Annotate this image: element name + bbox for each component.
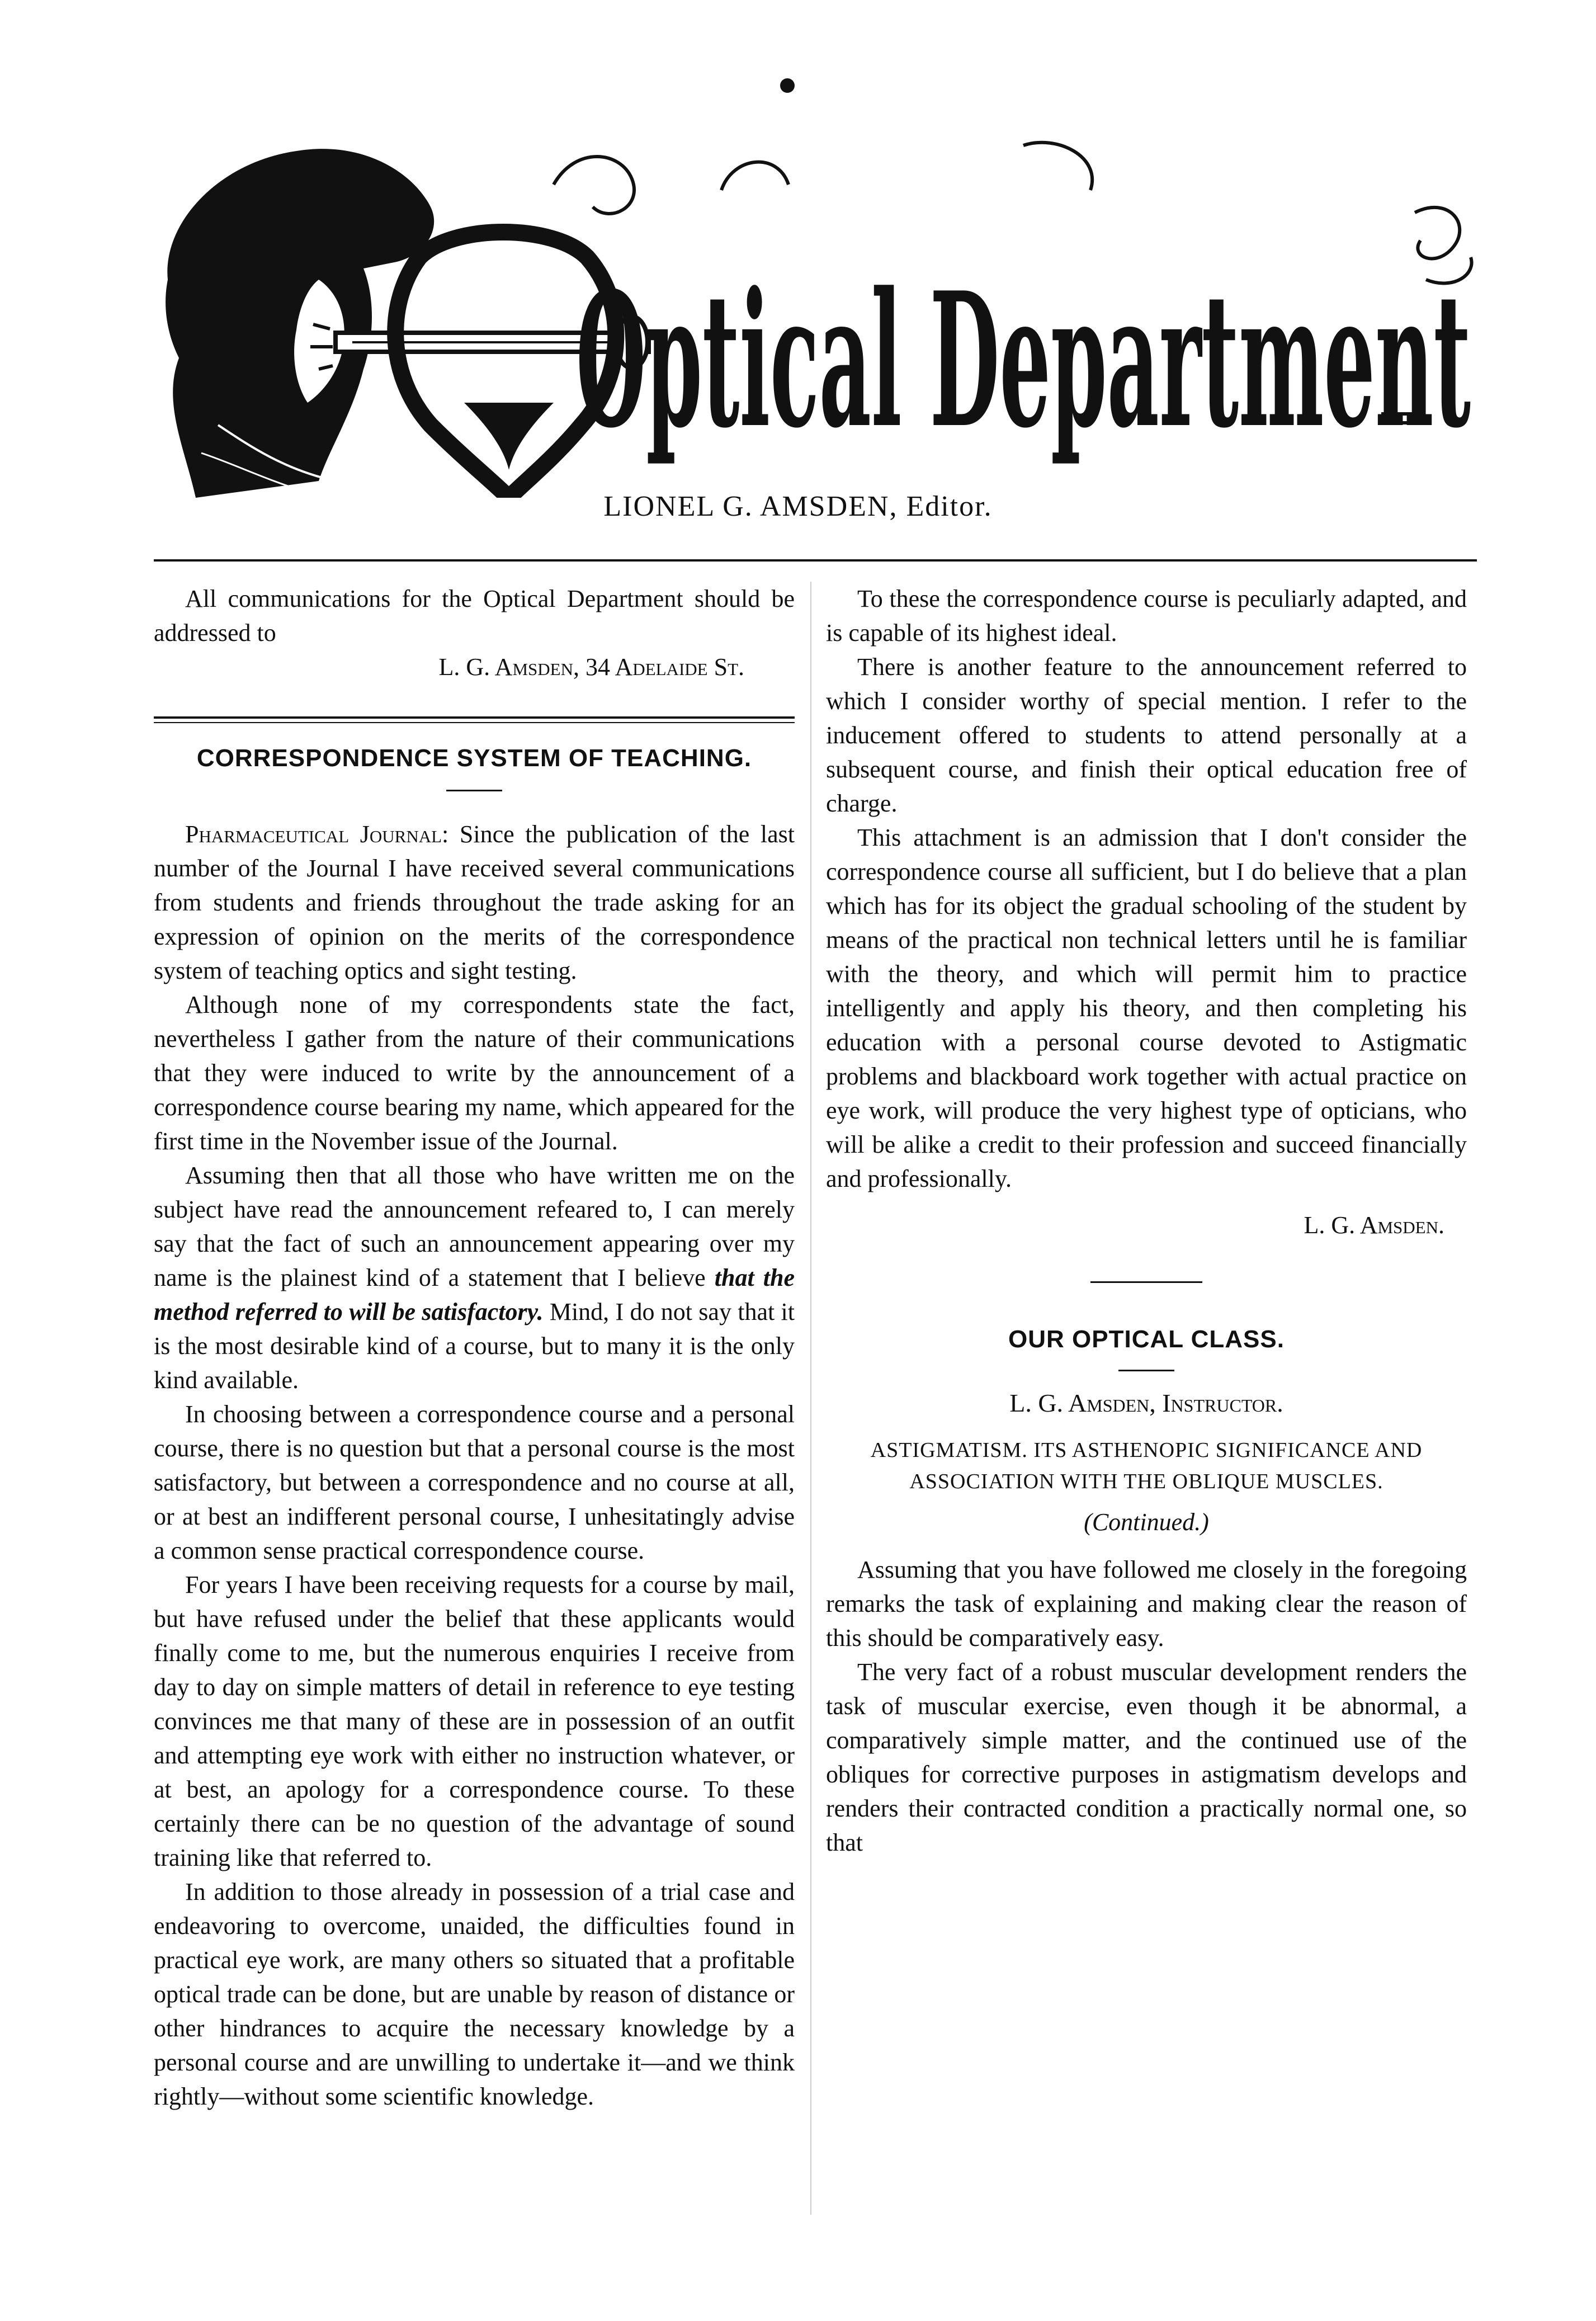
emphasis-text: that the method referred to will be satisfactory. <box>154 1264 795 1325</box>
class-title-underline <box>1118 1370 1174 1371</box>
paragraph-text: Assuming then that all those who have written me on the subject have read the announcement refeared to, I can merely say that the fact of such an announcement appearing over my name is the plainest kind of a statement that I believe <box>154 1162 795 1291</box>
ornament-dot <box>780 78 795 93</box>
masthead-artwork <box>151 112 1482 498</box>
masthead-title: Optical Department <box>576 252 1471 469</box>
article-paragraph: To these the correspondence course is peculiarly adapted, and is capable of its highest ideal. <box>826 585 1467 647</box>
article-paragraph: In choosing between a correspondence course and a personal course, there is no question but that a personal course is the most satisfactory, but between a correspondence and no course at all, or at best an indifferent personal course, I unhesitatingly advise a common sense practical correspondence course. <box>154 1400 795 1564</box>
lesson-paragraph: Assuming that you have followed me closely in the foregoing remarks the task of explaining and making clear the reason of this should be comparatively easy. <box>826 1556 1467 1652</box>
article-paragraph: This attachment is an admission that I don't consider the correspondence course all sufficient, but I do believe that a plan which has for its object the gradual schooling of the student by means of the practical non technical letters until he is familiar with the theory, and which will permit him to practice intelligently and apply his theory, and then completing his education with a personal course devoted to Astigmatic problems and blackboard work together with actual practice on eye work, will produce the very highest type of opticians, who will be alike a credit to their profession and succeed financially and professionally. <box>826 824 1467 1192</box>
notice-text: All communications for the Optical Department should be addressed to <box>154 585 795 647</box>
left-column <box>154 582 795 2114</box>
article-paragraph: In addition to those already in possession of a trial case and endeavoring to overcome, unaided, the difficulties found in practical eye work, are many others so situated that a profitable optical trade can be done, but are unable by reason of distance or other hindrances to acquire the necessary knowledge by a personal course and are unwilling to undertake it—and we think rightly—without some scientific knowledge. <box>154 1878 795 2110</box>
article-title: CORRESPONDENCE SYSTEM OF TEACHING. <box>196 744 752 772</box>
notice-address: L. G. Amsden, 34 Adelaide St. <box>438 653 744 681</box>
instructor-line: L. G. Amsden, Instructor. <box>1009 1389 1283 1417</box>
masthead-illustration <box>151 112 1482 498</box>
continued-note: (Continued.) <box>1084 1508 1209 1536</box>
journal-salutation: Pharmaceutical Journal: <box>185 820 449 848</box>
right-column <box>826 582 1467 1860</box>
article-paragraph: Although none of my correspondents state the fact, nevertheless I gather from the nature of their communications that they were induced to write by the announcement of a correspondence course bearing my name, which appeared for the first time in the November issue of the Journal. <box>154 991 795 1155</box>
lesson-subtitle: ASTIGMATISM. ITS ASTHENOPIC SIGNIFICANCE AND ASSOCIATION WITH THE OBLIQUE MUSCLES. <box>870 1438 1423 1493</box>
class-title: OUR OPTICAL CLASS. <box>1008 1325 1285 1353</box>
article-paragraph <box>154 1158 795 1397</box>
editor-line: LIONEL G. AMSDEN, Editor. <box>603 490 993 522</box>
title-underline <box>446 790 502 791</box>
lesson-paragraph: The very fact of a robust muscular development renders the task of muscular exercise, even though it be abnormal, a comparatively simple matter, and the continued use of the obliques for corrective purposes in astigmatism develops and renders their contracted condition a practically normal one, so that <box>826 1658 1467 1856</box>
article-paragraph: For years I have been receiving requests for a course by mail, but have refused under the belief that these applicants would finally come to me, but the numerous enquiries I receive from day to day on simple matters of detail in reference to eye testing convinces me that many of these are in possession of an outfit and attempting eye work with either no instruction whatever, or at best, an apology for a correspondence course. To these certainly there can be no question of the advantage of sound training like that referred to. <box>154 1571 795 1871</box>
article-paragraph: There is another feature to the announcement referred to which I consider worthy of special mention. I refer to the inducement offered to students to attend personally at a subsequent course, and finish their optical education free of charge. <box>826 653 1467 817</box>
column-divider <box>810 582 811 2215</box>
header-rule <box>154 559 1477 562</box>
article-paragraph <box>154 817 795 988</box>
paragraph-text: Mind, I do not say that it is the most desirable kind of a course, but to many it is the only kind available. <box>154 1298 795 1394</box>
article-divider <box>1090 1281 1202 1283</box>
section-double-rule <box>154 716 795 723</box>
article-signature: L. G. Amsden. <box>1304 1211 1444 1239</box>
paragraph-text: Since the publication of the last number of the Journal I have received several communications from students and friends throughout the trade asking for an expression of opinion on the merits of the correspondence system of teaching optics and sight testing. <box>154 820 795 984</box>
